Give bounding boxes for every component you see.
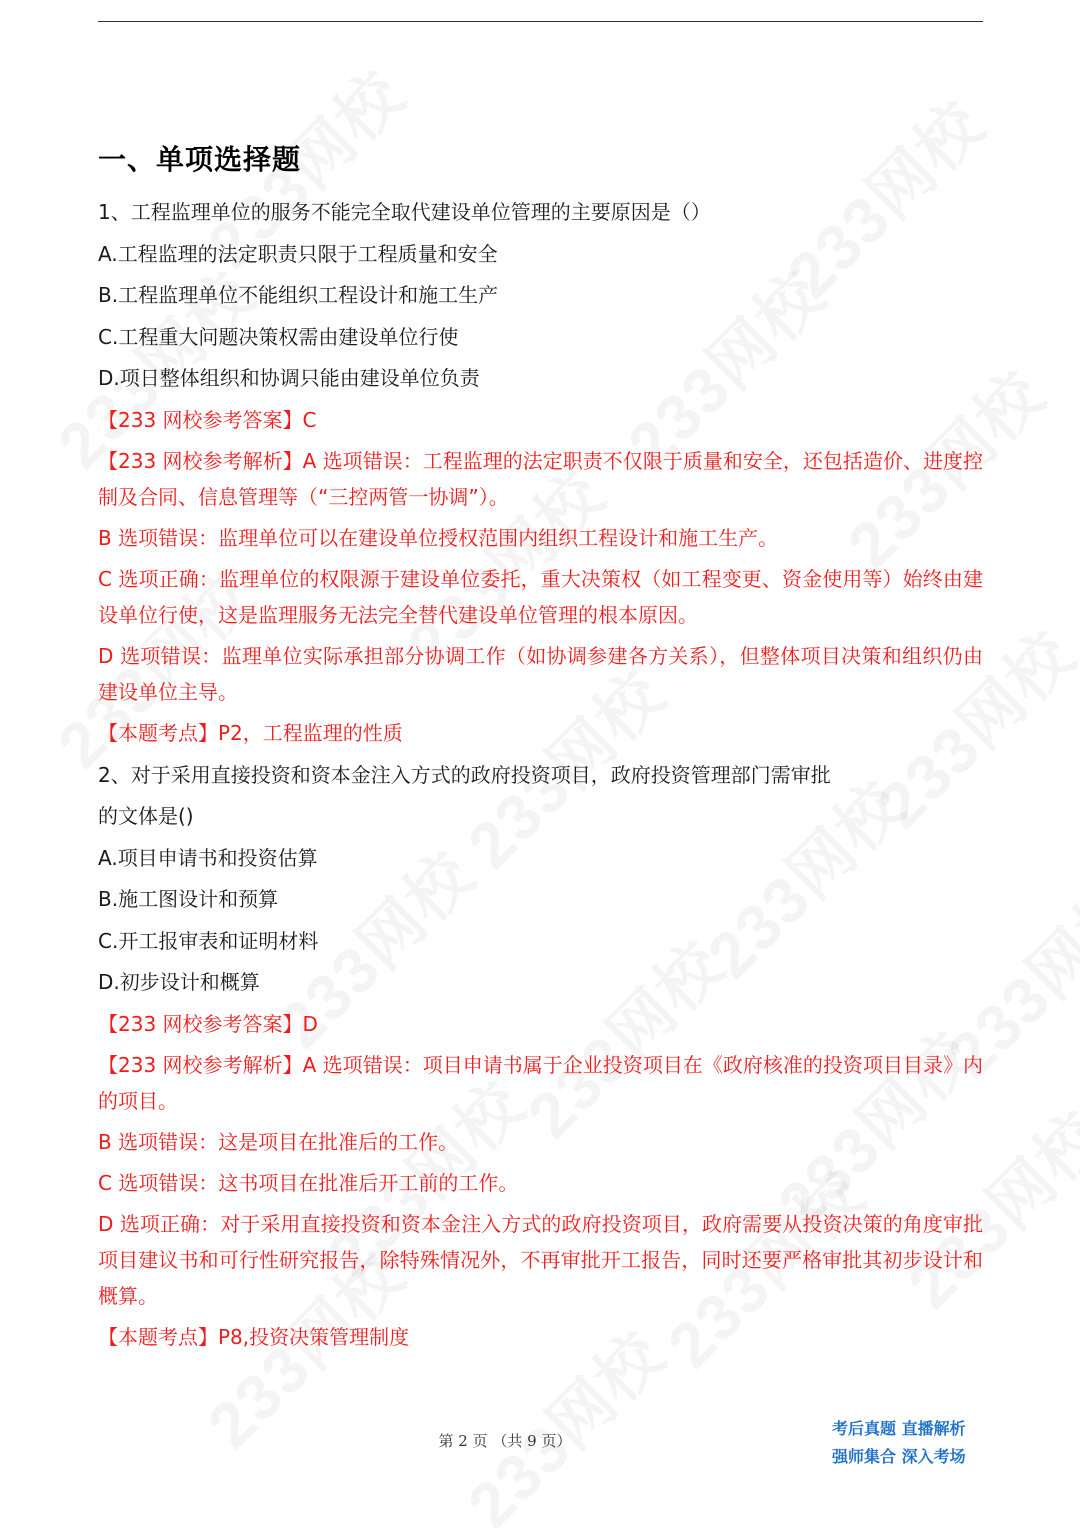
question-1-analysis-d: D 选项错误：监理单位实际承担部分协调工作（如协调参建各方关系），但整体项目决策和组织仍由建设单位主导。	[98, 644, 983, 704]
section-title: 一、单项选择题	[98, 143, 302, 176]
question-1-stem: 1、工程监理单位的服务不能完全取代建设单位管理的主要原因是（）	[98, 200, 711, 224]
question-1-option-a: A.工程监理的法定职责只限于工程质量和安全	[98, 241, 498, 266]
brand-slogan-line2: 强师集合 深入考场	[832, 1447, 966, 1466]
question-2-option-b: B.施工图设计和预算	[98, 887, 279, 911]
question-2-point: 【本题考点】P8,投资决策管理制度	[98, 1325, 410, 1349]
document-body	[98, 138, 988, 1361]
header-rule	[98, 21, 983, 22]
question-2-answer: 【233 网校参考答案】D	[98, 1011, 318, 1036]
page-number: 第 2 页 （共 9 页）	[438, 1432, 572, 1450]
question-2-analysis-b: B 选项错误：这是项目在批准后的工作。	[98, 1130, 459, 1154]
brand-slogan-line1: 考后真题 直播解析	[832, 1419, 966, 1438]
question-2-stem-line2: 的文体是()	[98, 804, 194, 828]
question-2-stem-line1: 2、对于采用直接投资和资本金注入方式的政府投资项目，政府投资管理部门需审批	[98, 762, 831, 787]
question-2-analysis-c: C 选项错误：这书项目在批准后开工前的工作。	[98, 1171, 519, 1195]
question-2-option-a: A.项目申请书和投资估算	[98, 845, 318, 870]
question-1-answer: 【233 网校参考答案】C	[98, 407, 317, 432]
question-1-analysis-b: B 选项错误：监理单位可以在建设单位授权范围内组织工程设计和施工生产。	[98, 526, 779, 550]
question-1-point: 【本题考点】P2，工程监理的性质	[98, 721, 403, 745]
question-1-option-c: C.工程重大问题决策权需由建设单位行使	[98, 324, 459, 349]
brand-slogan	[832, 1415, 992, 1471]
question-1-option-d: D.项日整体组织和协调只能由建设单位负责	[98, 366, 480, 390]
question-2-option-d: D.初步设计和概算	[98, 970, 260, 994]
question-2-analysis-a: 【233 网校参考解析】A 选项错误：项目申请书属于企业投资项目在《政府核准的投资项目目录》内的项目。	[98, 1053, 983, 1113]
question-1-analysis-a: 【233 网校参考解析】A 选项错误：工程监理的法定职责不仅限于质量和安全，还包括造价、进度控制及合同、信息管理等（“三控两管一协调”）。	[98, 449, 983, 509]
question-2-option-c: C.开工报审表和证明材料	[98, 928, 319, 953]
question-2-analysis-d: D 选项正确：对于采用直接投资和资本金注入方式的政府投资项目，政府需要从投资决策的角度审批项目建议书和可行性研究报告，除特殊情况外，不再审批开工报告，同时还要严格审批其初步设计和概算。	[98, 1212, 983, 1308]
question-1-option-b: B.工程监理单位不能组织工程设计和施工生产	[98, 283, 499, 307]
question-1-analysis-c: C 选项正确：监理单位的权限源于建设单位委托，重大决策权（如工程变更、资金使用等）始终由建设单位行使，这是监理服务无法完全替代建设单位管理的根本原因。	[98, 567, 983, 627]
